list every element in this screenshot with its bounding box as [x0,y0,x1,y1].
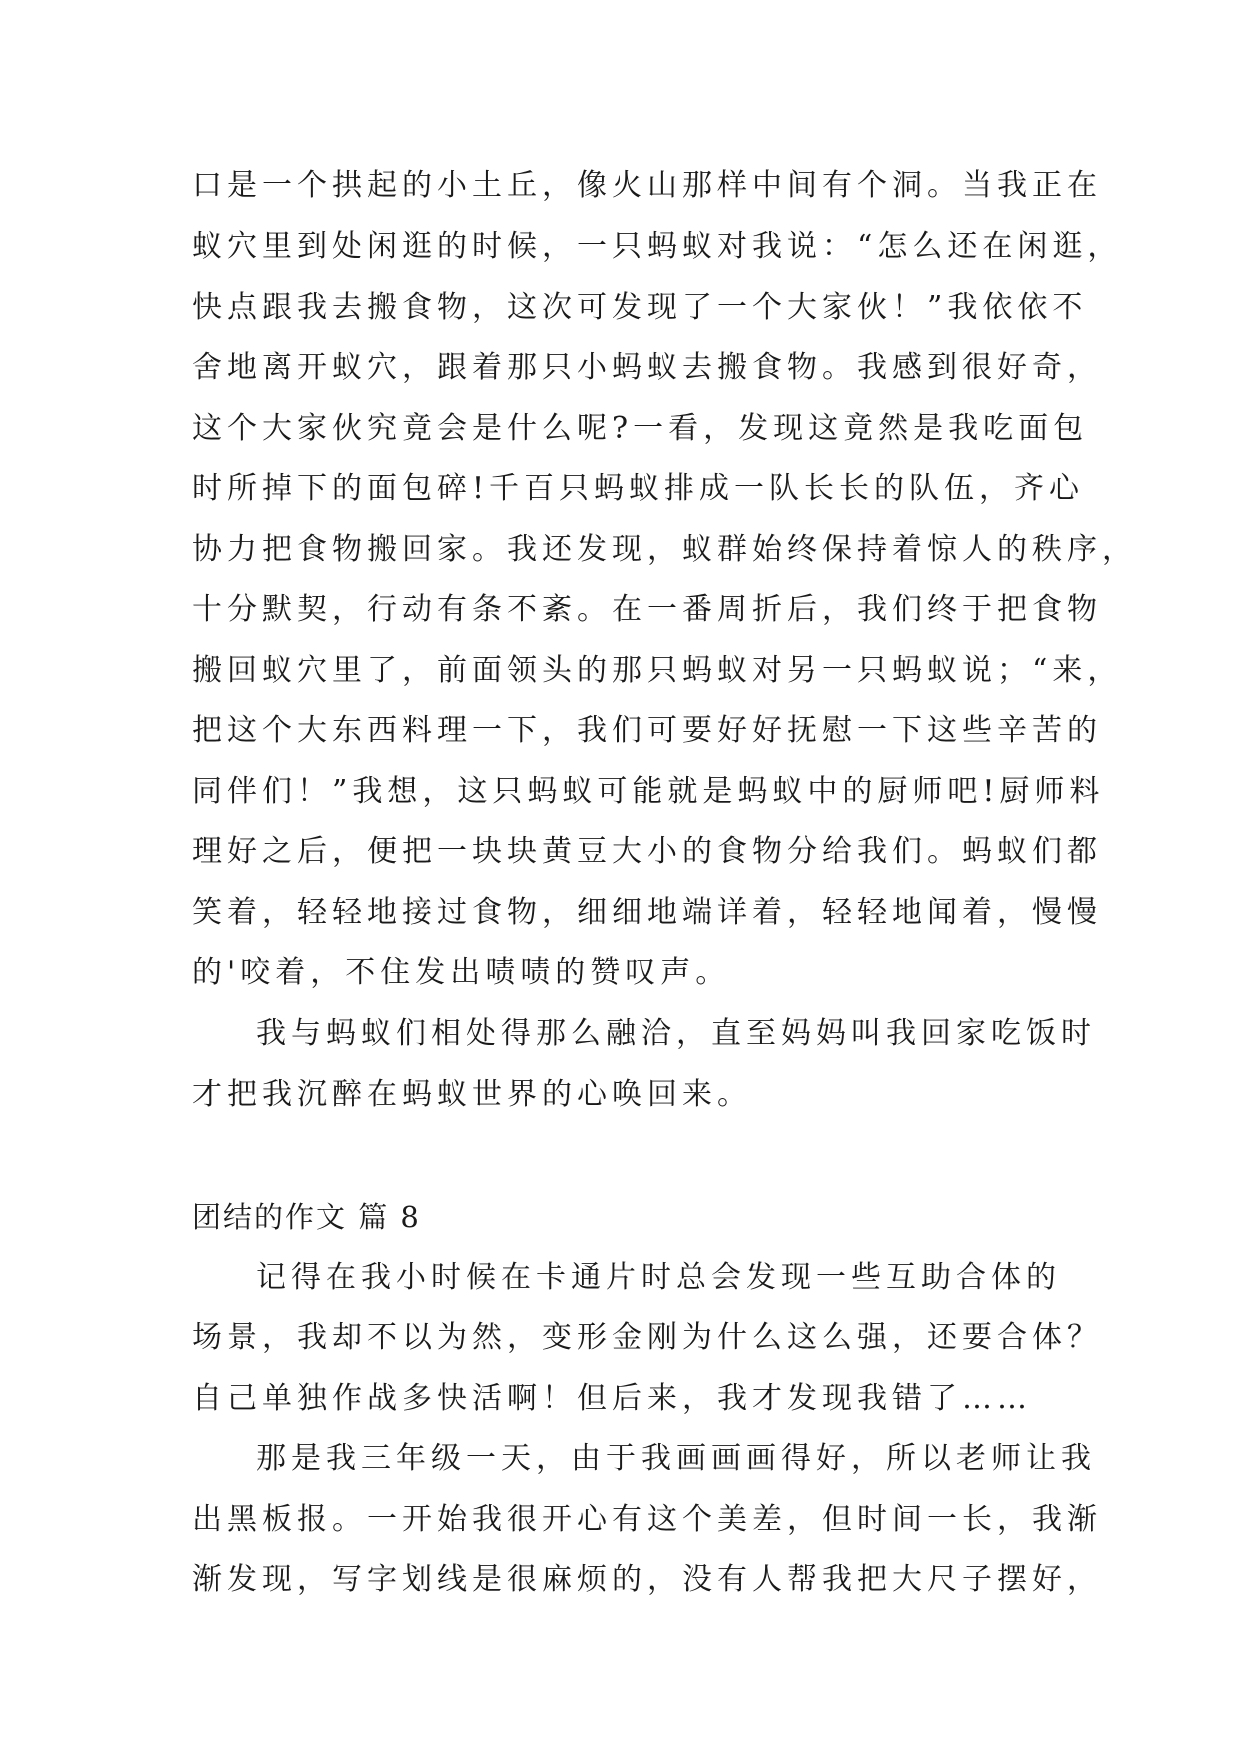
text-line: 口是一个拱起的小土丘，像火山那样中间有个洞。当我正在 [192,168,1102,203]
text-line: 把这个大东西料理一下，我们可要好好抚慰一下这些辛苦的 [192,713,1102,748]
text-line: 渐发现，写字划线是很麻烦的，没有人帮我把大尺子摆好， [192,1562,1102,1597]
text-line: 舍地离开蚁穴，跟着那只小蚂蚁去搬食物。我感到很好奇， [192,350,1102,385]
text-line: 搬回蚁穴里了，前面领头的那只蚂蚁对另一只蚂蚁说；“来， [192,653,1123,688]
text-line: 自己单独作战多快活啊！但后来，我才发现我错了…… [192,1381,1032,1416]
paragraph-first-line: 那是我三年级一天，由于我画画画得好，所以老师让我 [256,1441,1096,1476]
text-line: 时所掉下的面包碎!千百只蚂蚁排成一队长长的队伍，齐心 [192,471,1085,506]
text-line: 蚁穴里到处闲逛的时候，一只蚂蚁对我说：“怎么还在闲逛， [192,229,1123,264]
text-line: 场景，我却不以为然，变形金刚为什么这么强，还要合体？ [192,1320,1102,1355]
text-line: 协力把食物搬回家。我还发现，蚁群始终保持着惊人的秩序， [192,532,1137,567]
paragraph-first-line: 记得在我小时候在卡通片时总会发现一些互助合体的 [256,1260,1061,1295]
text-line: 笑着，轻轻地接过食物，细细地端详着，轻轻地闻着，慢慢 [192,895,1102,930]
section-heading: 团结的作文 篇 8 [192,1200,421,1234]
text-line: 快点跟我去搬食物，这次可发现了一个大家伙！”我依依不 [192,290,1088,325]
text-line: 的'咬着，不住发出啧啧的赞叹声。 [192,955,731,990]
text-line: 这个大家伙究竟会是什么呢?一看，发现这竟然是我吃面包 [192,411,1089,446]
text-line: 十分默契，行动有条不紊。在一番周折后，我们终于把食物 [192,592,1102,627]
text-line: 同伴们！”我想，这只蚂蚁可能就是蚂蚁中的厨师吧!厨师料 [192,774,1105,809]
paragraph-first-line: 我与蚂蚁们相处得那么融洽，直至妈妈叫我回家吃饭时 [256,1016,1096,1051]
text-line: 理好之后，便把一块块黄豆大小的食物分给我们。蚂蚁们都 [192,834,1102,869]
text-line: 出黑板报。一开始我很开心有这个美差，但时间一长，我渐 [192,1502,1102,1537]
text-line: 才把我沉醉在蚂蚁世界的心唤回来。 [192,1077,752,1112]
